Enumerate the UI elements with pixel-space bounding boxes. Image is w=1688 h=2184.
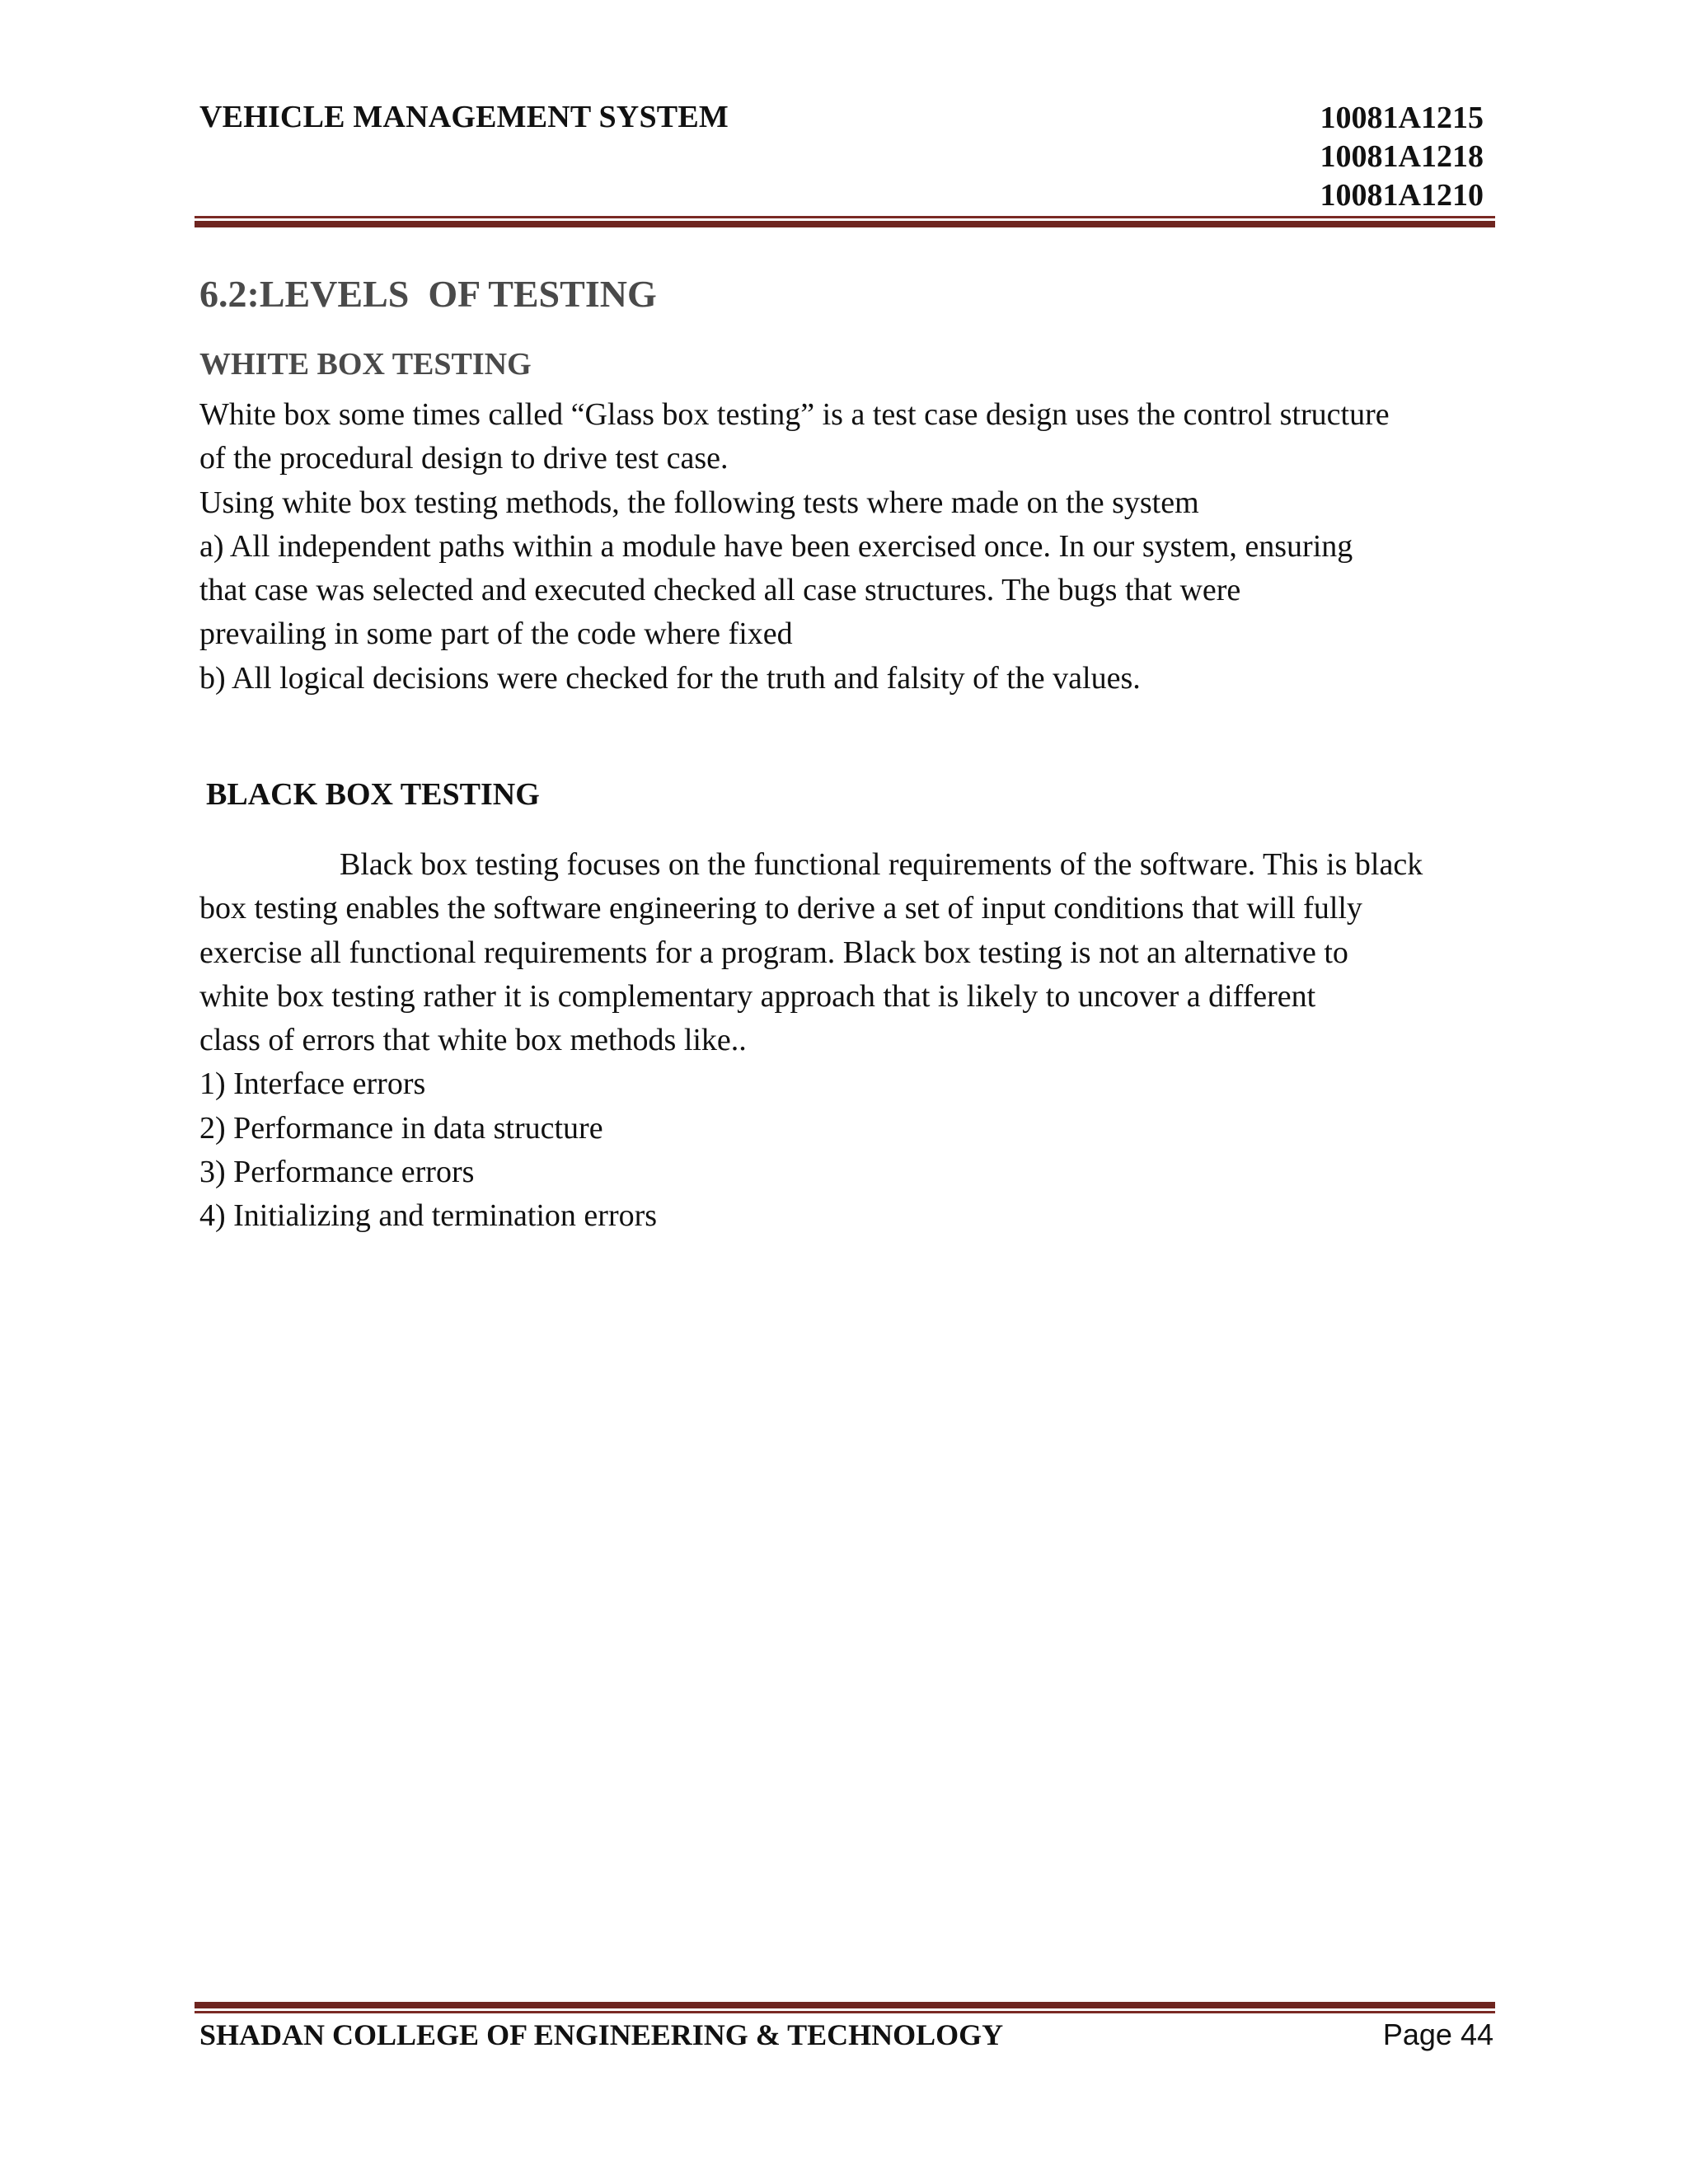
paragraph-line: Using white box testing methods, the following tests where made on the system — [199, 485, 1199, 520]
paragraph-line: a) All independent paths within a module have been exercised once. In our system, ensuring — [199, 528, 1353, 564]
black-box-heading: BLACK BOX TESTING — [206, 777, 540, 812]
paragraph-line: White box some times called “Glass box testing” is a test case design uses the control structure — [199, 397, 1390, 432]
section-heading: 6.2:LEVELS OF TESTING — [199, 273, 657, 315]
paragraph-line: that case was selected and executed checked all case structures. The bugs that were — [199, 573, 1241, 608]
white-box-heading: WHITE BOX TESTING — [199, 347, 532, 382]
paragraph-line: Black box testing focuses on the functional requirements of the software. This is black — [340, 847, 1423, 882]
paragraph-line: prevailing in some part of the code where fixed — [199, 616, 793, 652]
paragraph-line: exercise all functional requirements for a program. Black box testing is not an alternative to — [199, 935, 1348, 970]
header-roll-numbers — [1320, 99, 1484, 215]
footer-college-name: SHADAN COLLEGE OF ENGINEERING & TECHNOLOGY — [199, 2018, 1004, 2051]
paragraph-line: box testing enables the software engineering to derive a set of input conditions that will fully — [199, 891, 1362, 926]
white-box-paragraph — [199, 393, 1502, 701]
list-item: 2) Performance in data structure — [199, 1110, 603, 1146]
paragraph-line: white box testing rather it is complementary approach that is likely to uncover a different — [199, 978, 1316, 1014]
page-number: Page 44 — [1382, 2018, 1493, 2051]
paragraph-line: of the procedural design to drive test case. — [199, 441, 729, 476]
footer-divider — [195, 2002, 1495, 2013]
header-title: VEHICLE MANAGEMENT SYSTEM — [199, 100, 729, 134]
list-item: 3) Performance errors — [199, 1155, 475, 1190]
header-divider — [195, 216, 1495, 227]
roll-number: 10081A1215 — [1320, 101, 1484, 135]
roll-number: 10081A1218 — [1320, 139, 1484, 174]
paragraph-line: b) All logical decisions were checked for the truth and falsity of the values. — [199, 660, 1141, 696]
list-item: 1) Interface errors — [199, 1066, 426, 1102]
black-box-paragraph — [199, 843, 1502, 1239]
paragraph-line: class of errors that white box methods like.. — [199, 1023, 747, 1058]
list-item: 4) Initializing and termination errors — [199, 1198, 658, 1234]
roll-number: 10081A1210 — [1320, 178, 1484, 213]
